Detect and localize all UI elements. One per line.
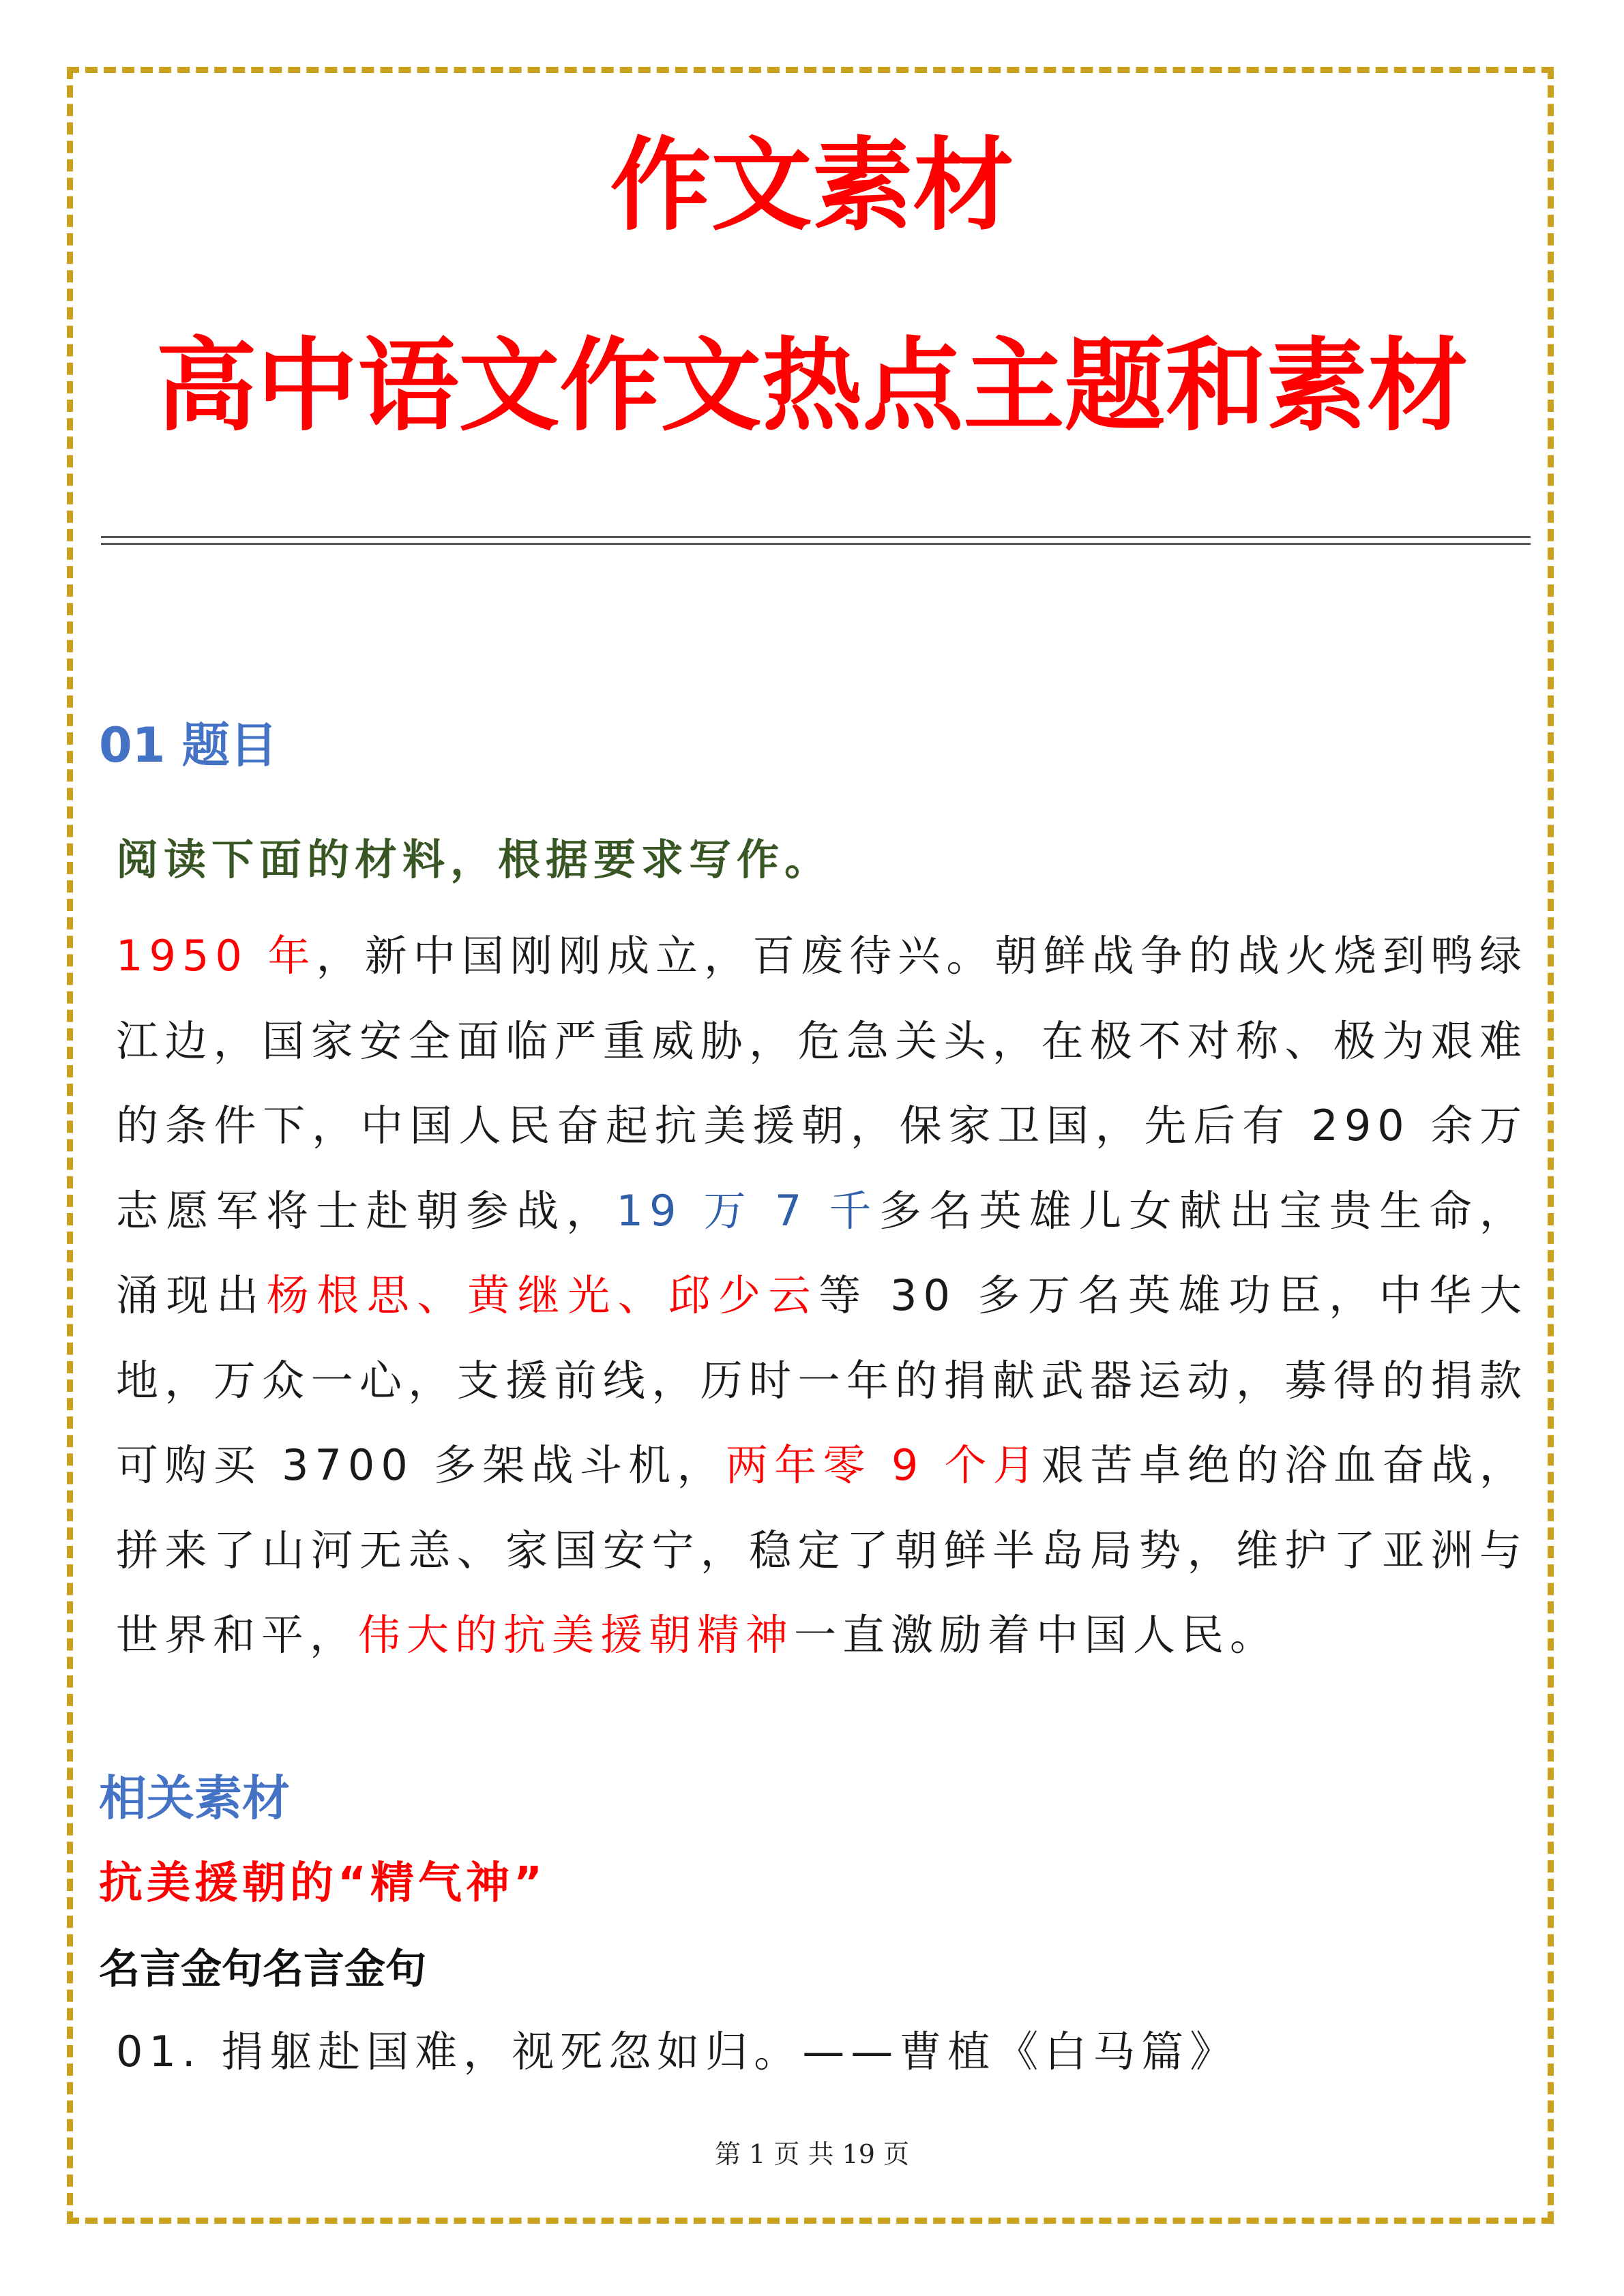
paragraph-highlight: 杨根思、黄继光、邱少云 <box>266 1270 819 1320</box>
writing-instruction: 阅读下面的材料，根据要求写作。 <box>116 835 833 884</box>
paragraph-text: ，新中国刚刚成立，百废待兴。朝鲜战争的战火烧到鸭绿江边，国家安全面临严重威胁，危急关头，在极不对称、极为艰难的条件下，中国人民奋起抗美援朝，保家卫国，先后有 290 余万志愿军将士赴朝参战， <box>116 931 1528 1236</box>
section-heading-topic: 01 题目 <box>99 717 278 773</box>
section-heading-materials: 相关素材 <box>99 1770 290 1826</box>
paragraph-highlight: 19 万 7 千 <box>616 1185 879 1236</box>
paragraph-text: 艰苦卓绝的浴血奋战，拼来了山河无恙、家国安宁，稳定了朝鲜半岛局势，维护了亚洲与世界和平， <box>116 1440 1528 1660</box>
document-title: 作文素材 <box>610 127 1014 244</box>
paragraph-text: 多名英雄儿女献出宝贵生命，涌现出 <box>116 1185 1528 1320</box>
paragraph-highlight: 伟大的抗美援朝精神 <box>358 1610 795 1660</box>
divider-bottom <box>101 543 1531 545</box>
divider-top <box>101 536 1531 538</box>
paragraph-highlight: 两年零 9 个月 <box>725 1440 1042 1490</box>
quotes-label: 名言金句名言金句 <box>99 1945 426 1993</box>
quote-item: 01. 捐躯赴国难，视死忽如归。——曹植《白马篇》 <box>116 2027 1239 2076</box>
paragraph-highlight: 1950 年 <box>116 931 316 981</box>
paragraph-text: 一直激励着中国人民。 <box>794 1610 1279 1660</box>
material-subheading: 抗美援朝的“精气神” <box>99 1858 547 1909</box>
document-subtitle: 高中语文作文热点主题和素材 <box>156 327 1468 445</box>
page-number: 第 1 页 共 19 页 <box>715 2139 909 2169</box>
paragraph-text: 等 30 多万名英雄功臣，中华大地，万众一心，支援前线，历时一年的捐献武器运动，募得的捐款可购买 3700 多架战斗机， <box>116 1270 1528 1490</box>
material-paragraph <box>116 914 1528 1678</box>
